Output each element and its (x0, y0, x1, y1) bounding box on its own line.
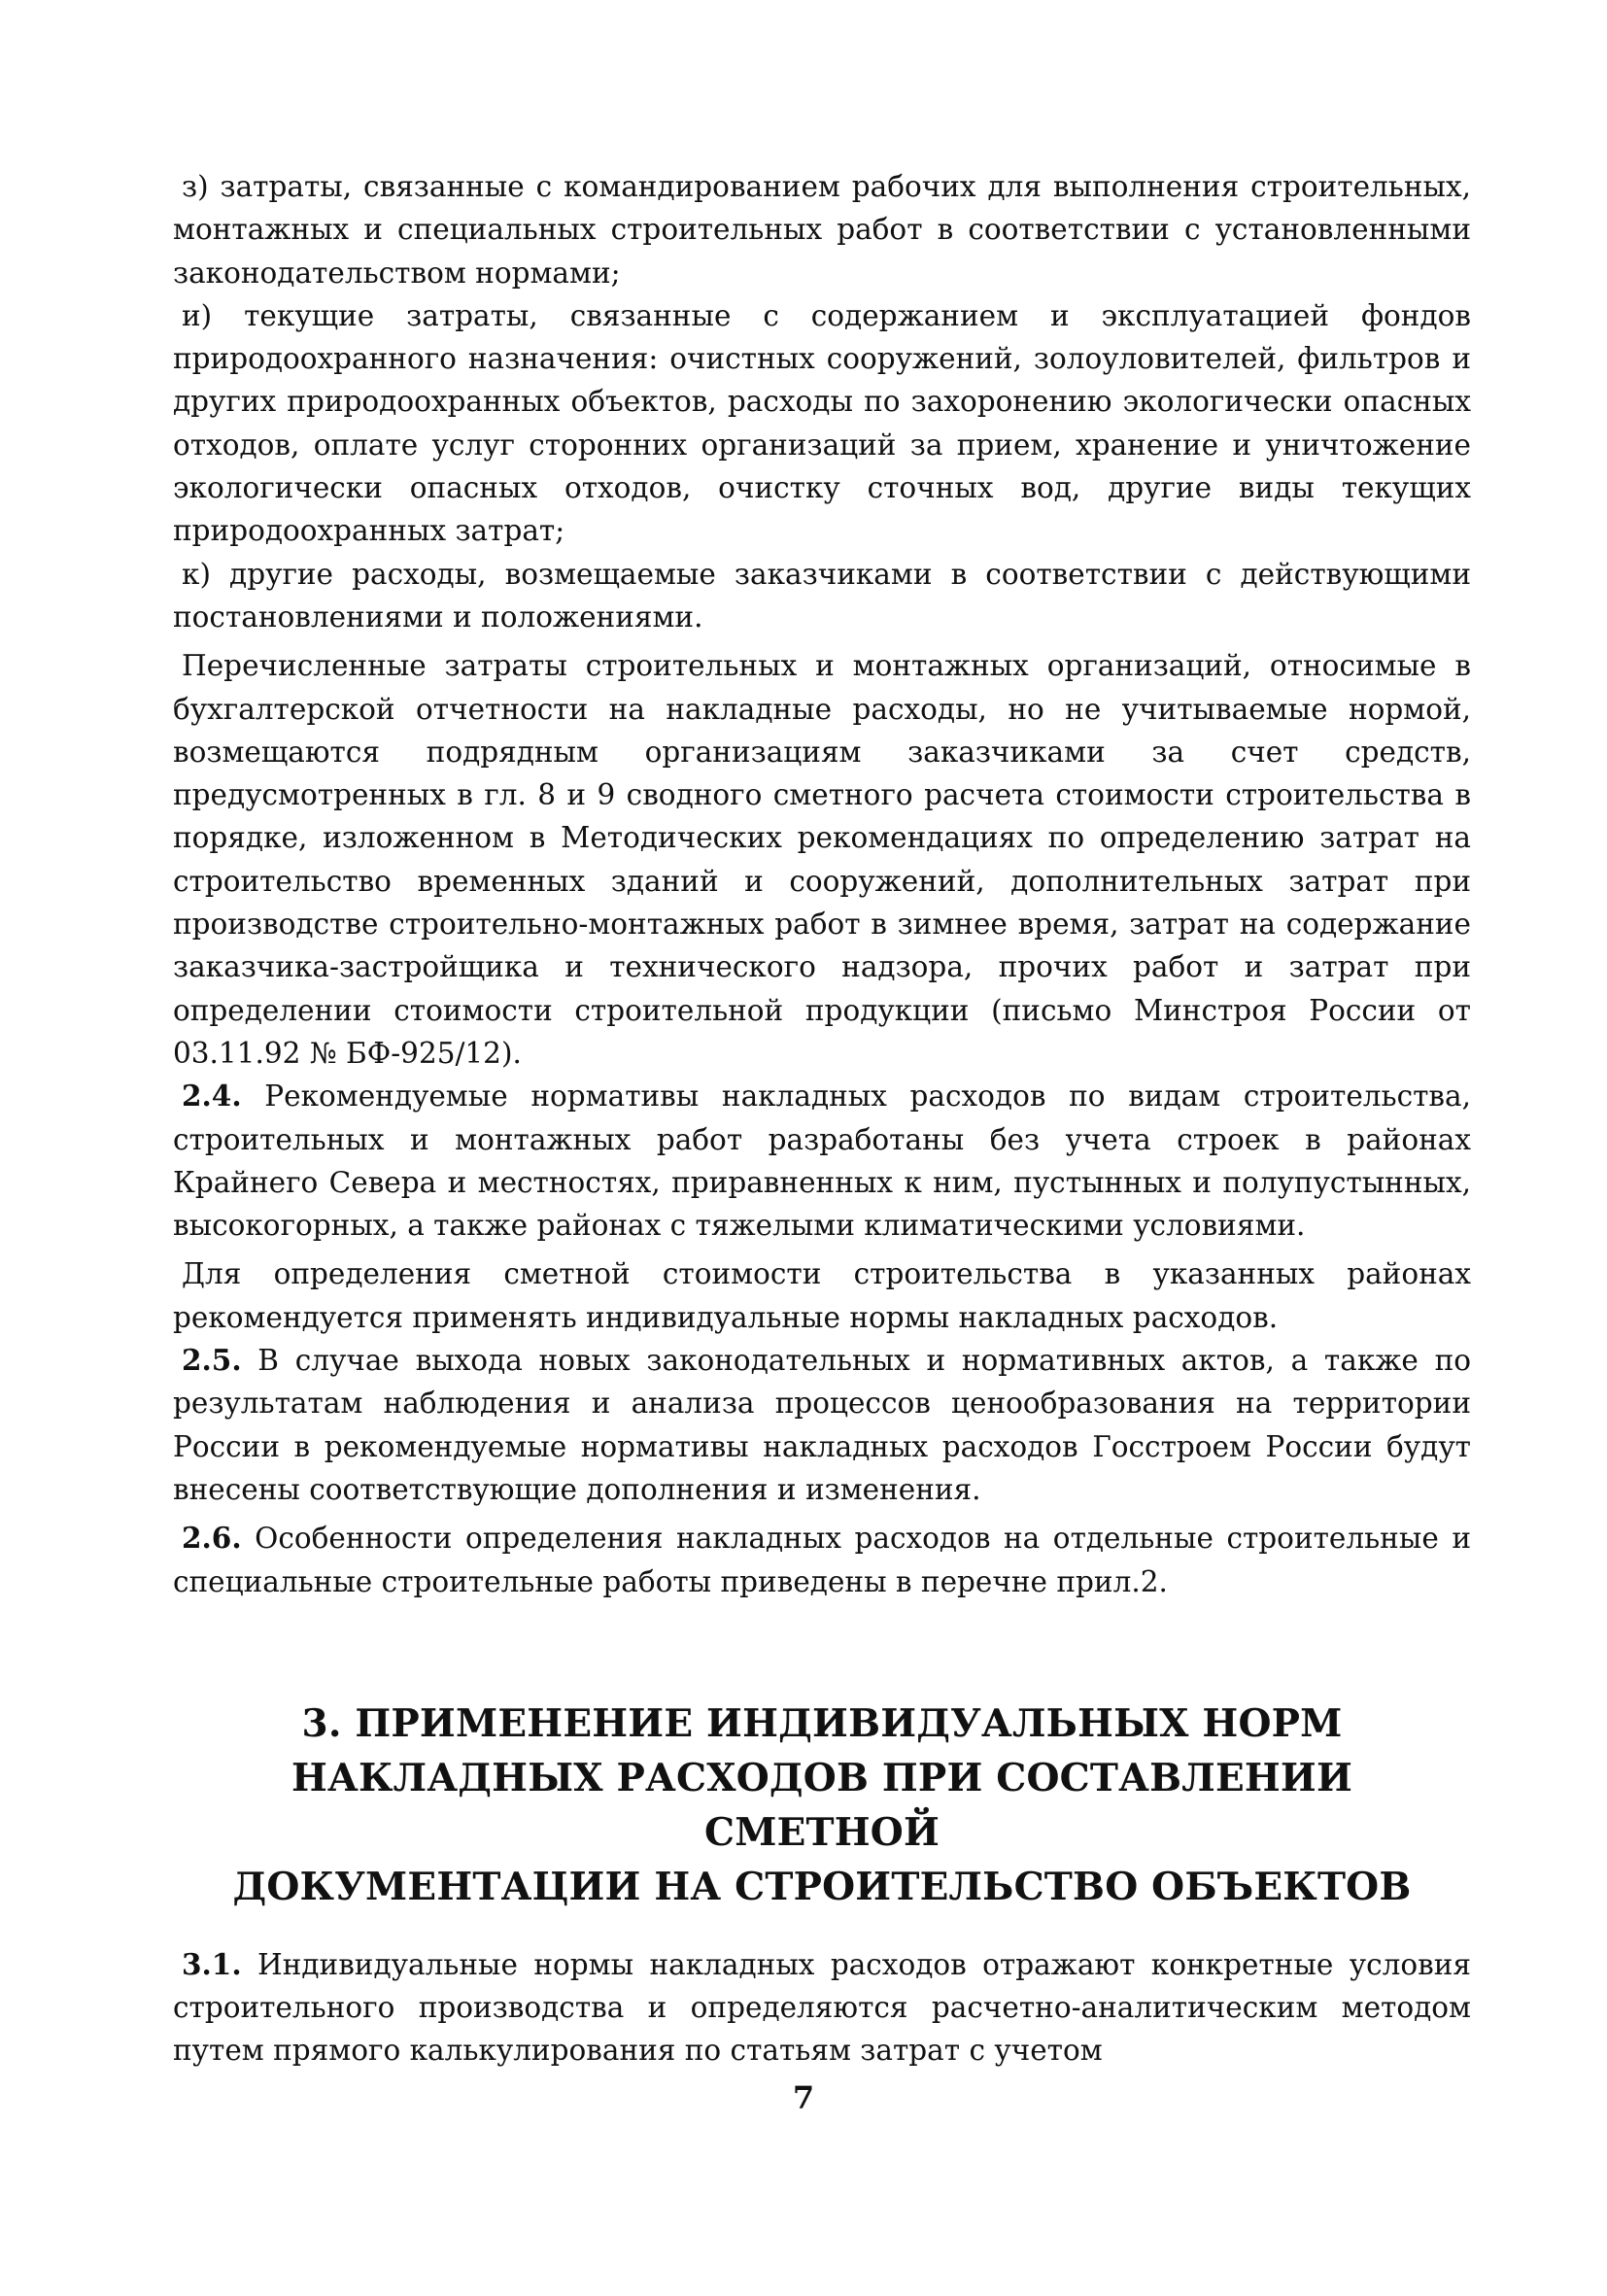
paragraph-item-k (173, 553, 1471, 639)
clause-number: 3.1. (182, 1946, 242, 1981)
paragraph-2-4 (173, 1075, 1471, 1247)
paragraph-listed-costs (173, 644, 1471, 1075)
paragraph-item-i (173, 294, 1471, 553)
paragraph-text: и) текущие затраты, связанные с содержанием и эксплуатацией фондов природоохранного назначения: очистных сооружений, золоуловителей, фильтров и других природоохранных объектов, расходы по захоронению экологически опасных отходов, оплате услуг сторонних организаций за прием, хранение и уничтожение экологически опасных отходов, очистку сточных вод, другие виды текущих природоохранных затрат; (173, 298, 1471, 548)
section-title (173, 1696, 1471, 1914)
paragraph-text: Особенности определения накладных расходов на отдельные строительные и специальные строительные работы приведены в перечне прил.2. (173, 1522, 1471, 1598)
paragraph-text: к) другие расходы, возмещаемые заказчиками в соответствии с действующими постановлениями и положениями. (173, 557, 1471, 634)
paragraph-text: В случае выхода новых законодательных и нормативных актов, а также по результатам наблюдения и анализа процессов ценообразования на территории России в рекомендуемые нормативы накладных расходов Госстроем России будут внесены соответствующие дополнения и изменения. (173, 1344, 1471, 1506)
section-title-line: НАКЛАДНЫХ РАСХОДОВ ПРИ СОСТАВЛЕНИИ СМЕТНОЙ (291, 1755, 1353, 1855)
section-title-line: ДОКУМЕНТАЦИИ НА СТРОИТЕЛЬСТВО ОБЪЕКТОВ (232, 1864, 1412, 1909)
paragraph-text: Перечисленные затраты строительных и монтажных организаций, относимые в бухгалтерской отчетности на накладные расходы, но не учитываемые нормой, возмещаются подрядным организациям заказчиками за счет средств, предусмотренных в гл. 8 и 9 сводного сметного расчета стоимости строительства в порядке, изложенном в Методических рекомендациях по определению затрат на строительство временных зданий и сооружений, дополнительных затрат при производстве строительно-монтажных работ в зимнее время, затрат на содержание заказчика-застройщика и технического надзора, прочих работ и затрат при определении стоимости строительной продукции (письмо Минстроя России от 03.11.92 № БФ-925/12). (173, 649, 1471, 1070)
paragraph-text: Рекомендуемые нормативы накладных расходов по видам строительства, строительных и монтажных работ разработаны без учета строек в районах Крайнего Севера и местностях, приравненных к ним, пустынных и полупустынных, высокогорных, а также районах с тяжелыми климатическими условиями. (173, 1079, 1471, 1243)
clause-number: 2.5. (182, 1343, 242, 1378)
paragraph-text: з) затраты, связанные с командированием рабочих для выполнения строительных, монтажных и специальных строительных работ в соответствии с установленными законодательством нормами; (173, 170, 1471, 290)
paragraph-3-1 (173, 1943, 1471, 2073)
section-title-line: 3. ПРИМЕНЕНИЕ ИНДИВИДУАЛЬНЫХ НОРМ (301, 1700, 1343, 1746)
paragraph-text: Для определения сметной стоимости строительства в указанных районах рекомендуется применять индивидуальные нормы накладных расходов. (173, 1257, 1471, 1334)
paragraph-2-6 (173, 1517, 1471, 1603)
paragraph-text: Индивидуальные нормы накладных расходов отражают конкретные условия строительного производства и определяются расчетно-аналитическим методом путем прямого калькулирования по статьям затрат с учетом (173, 1947, 1471, 2068)
paragraph-2-4-continued (173, 1252, 1471, 1339)
document-page (173, 165, 1471, 2073)
page-number: 7 (792, 2079, 815, 2116)
clause-number: 2.4. (182, 1079, 242, 1114)
paragraph-2-5 (173, 1339, 1471, 1511)
clause-number: 2.6. (182, 1521, 242, 1556)
paragraph-item-z (173, 165, 1471, 294)
